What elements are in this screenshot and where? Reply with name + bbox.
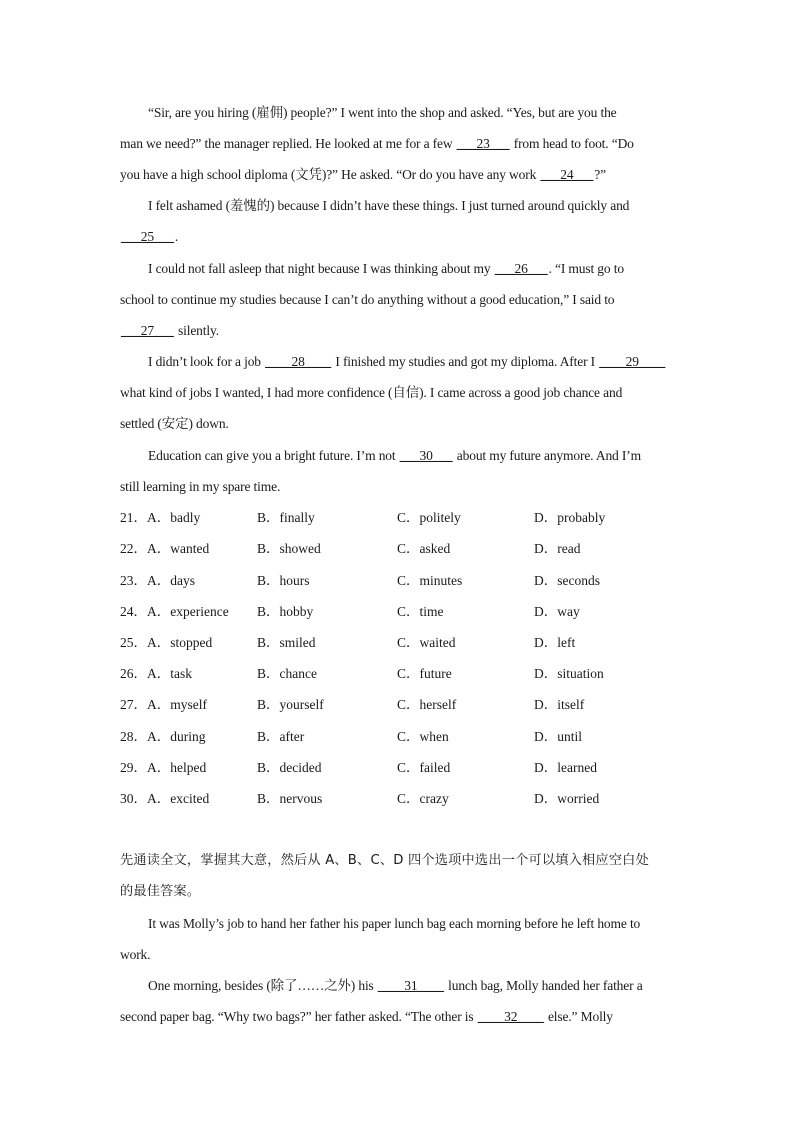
blank-31[interactable]: ____31____ <box>377 978 444 993</box>
passage-line: man we need?” the manager replied. He looked at me for a few ___23___ from head to foot. “Do <box>120 134 680 154</box>
passage-line: you have a high school diploma (文凭)?” He asked. “Or do you have any work ___24___?” <box>120 165 680 185</box>
option-b[interactable]: B．decided <box>257 760 322 775</box>
option-a[interactable]: 24．A．experience <box>120 604 229 619</box>
option-b[interactable]: B．hobby <box>257 604 314 619</box>
option-d[interactable]: D．itself <box>534 697 585 712</box>
question-row <box>120 727 680 747</box>
option-d[interactable]: D．read <box>534 541 581 556</box>
blank-28[interactable]: ____28____ <box>265 354 332 369</box>
option-c[interactable]: C．minutes <box>397 573 463 588</box>
option-d[interactable]: D．seconds <box>534 573 600 588</box>
option-c[interactable]: C．asked <box>397 541 451 556</box>
question-row <box>120 633 680 653</box>
option-c[interactable]: C．crazy <box>397 791 449 806</box>
option-a[interactable]: 26．A．task <box>120 666 192 681</box>
option-a[interactable]: 21．A．badly <box>120 510 201 525</box>
question-row <box>120 664 680 684</box>
question-row <box>120 758 680 778</box>
option-b[interactable]: B．yourself <box>257 697 324 712</box>
option-b[interactable]: B．finally <box>257 510 315 525</box>
section-instructions: 先通读全文，掌握其大意，然后从 A、B、C、D 四个选项中选出一个可以填入相应空白处 <box>120 853 649 868</box>
blank-29[interactable]: ____29____ <box>599 354 666 369</box>
question-row <box>120 571 680 591</box>
option-b[interactable]: B．nervous <box>257 791 323 806</box>
blank-30[interactable]: ___30___ <box>399 448 453 463</box>
option-a[interactable]: 30．A．excited <box>120 791 210 806</box>
passage-line: It was Molly’s job to hand her father his paper lunch bag each morning before he left home to <box>148 916 641 931</box>
passage-line: second paper bag. “Why two bags?” her father asked. “The other is ____32____ else.” Molly <box>120 1007 680 1027</box>
option-d[interactable]: D．worried <box>534 791 600 806</box>
option-b[interactable]: B．showed <box>257 541 321 556</box>
passage-line: I felt ashamed (羞愧的) because I didn’t have these things. I just turned around quickly and <box>148 198 630 213</box>
option-a[interactable]: 25．A．stopped <box>120 635 213 650</box>
question-row <box>120 602 680 622</box>
option-b[interactable]: B．chance <box>257 666 317 681</box>
passage-line: Education can give you a bright future. I’m not ___30___ about my future anymore. And I’m <box>148 446 680 466</box>
blank-25[interactable]: ___25___ <box>121 229 174 244</box>
section-instructions: 的最佳答案。 <box>120 884 201 899</box>
option-b[interactable]: B．after <box>257 729 305 744</box>
question-row <box>120 539 680 559</box>
question-row <box>120 695 680 715</box>
question-row <box>120 508 680 528</box>
blank-32[interactable]: ____32____ <box>477 1009 544 1024</box>
option-a[interactable]: 27．A．myself <box>120 697 207 712</box>
option-c[interactable]: C．future <box>397 666 452 681</box>
option-d[interactable]: D．left <box>534 635 576 650</box>
option-a[interactable]: 23．A．days <box>120 573 195 588</box>
passage-line: I could not fall asleep that night because I was thinking about my ___26___. “I must go to <box>148 259 680 279</box>
blank-27[interactable]: ___27___ <box>121 323 174 338</box>
option-d[interactable]: D．way <box>534 604 580 619</box>
blank-23[interactable]: ___23___ <box>456 136 510 151</box>
option-c[interactable]: C．herself <box>397 697 457 712</box>
option-c[interactable]: C．time <box>397 604 444 619</box>
passage-line: still learning in my spare time. <box>120 479 281 494</box>
option-b[interactable]: B．hours <box>257 573 310 588</box>
option-a[interactable]: 22．A．wanted <box>120 541 210 556</box>
passage-line: what kind of jobs I wanted, I had more confidence (自信). I came across a good job chance and <box>120 385 623 400</box>
option-d[interactable]: D．until <box>534 729 583 744</box>
option-d[interactable]: D．situation <box>534 666 604 681</box>
option-d[interactable]: D．learned <box>534 760 597 775</box>
blank-26[interactable]: ___26___ <box>494 261 548 276</box>
option-c[interactable]: C．failed <box>397 760 451 775</box>
passage-line: One morning, besides (除了……之外) his ____31____ lunch bag, Molly handed her father a <box>148 976 680 996</box>
passage-line: ___25___. <box>120 227 680 247</box>
passage-line: settled (安定) down. <box>120 416 229 431</box>
option-b[interactable]: B．smiled <box>257 635 316 650</box>
passage-line: work. <box>120 947 151 962</box>
option-c[interactable]: C．politely <box>397 510 461 525</box>
option-a[interactable]: 28．A．during <box>120 729 206 744</box>
option-a[interactable]: 29．A．helped <box>120 760 207 775</box>
question-row <box>120 789 680 809</box>
passage-line: ___27___ silently. <box>120 321 680 341</box>
passage-line: I didn’t look for a job ____28____ I finished my studies and got my diploma. After I ____29____ <box>148 352 680 372</box>
passage-line: school to continue my studies because I can’t do anything without a good education,” I said to <box>120 292 615 307</box>
option-c[interactable]: C．when <box>397 729 449 744</box>
passage-line: “Sir, are you hiring (雇佣) people?” I went into the shop and asked. “Yes, but are you the <box>148 105 617 120</box>
option-d[interactable]: D．probably <box>534 510 606 525</box>
blank-24[interactable]: ___24___ <box>540 167 594 182</box>
option-c[interactable]: C．waited <box>397 635 456 650</box>
